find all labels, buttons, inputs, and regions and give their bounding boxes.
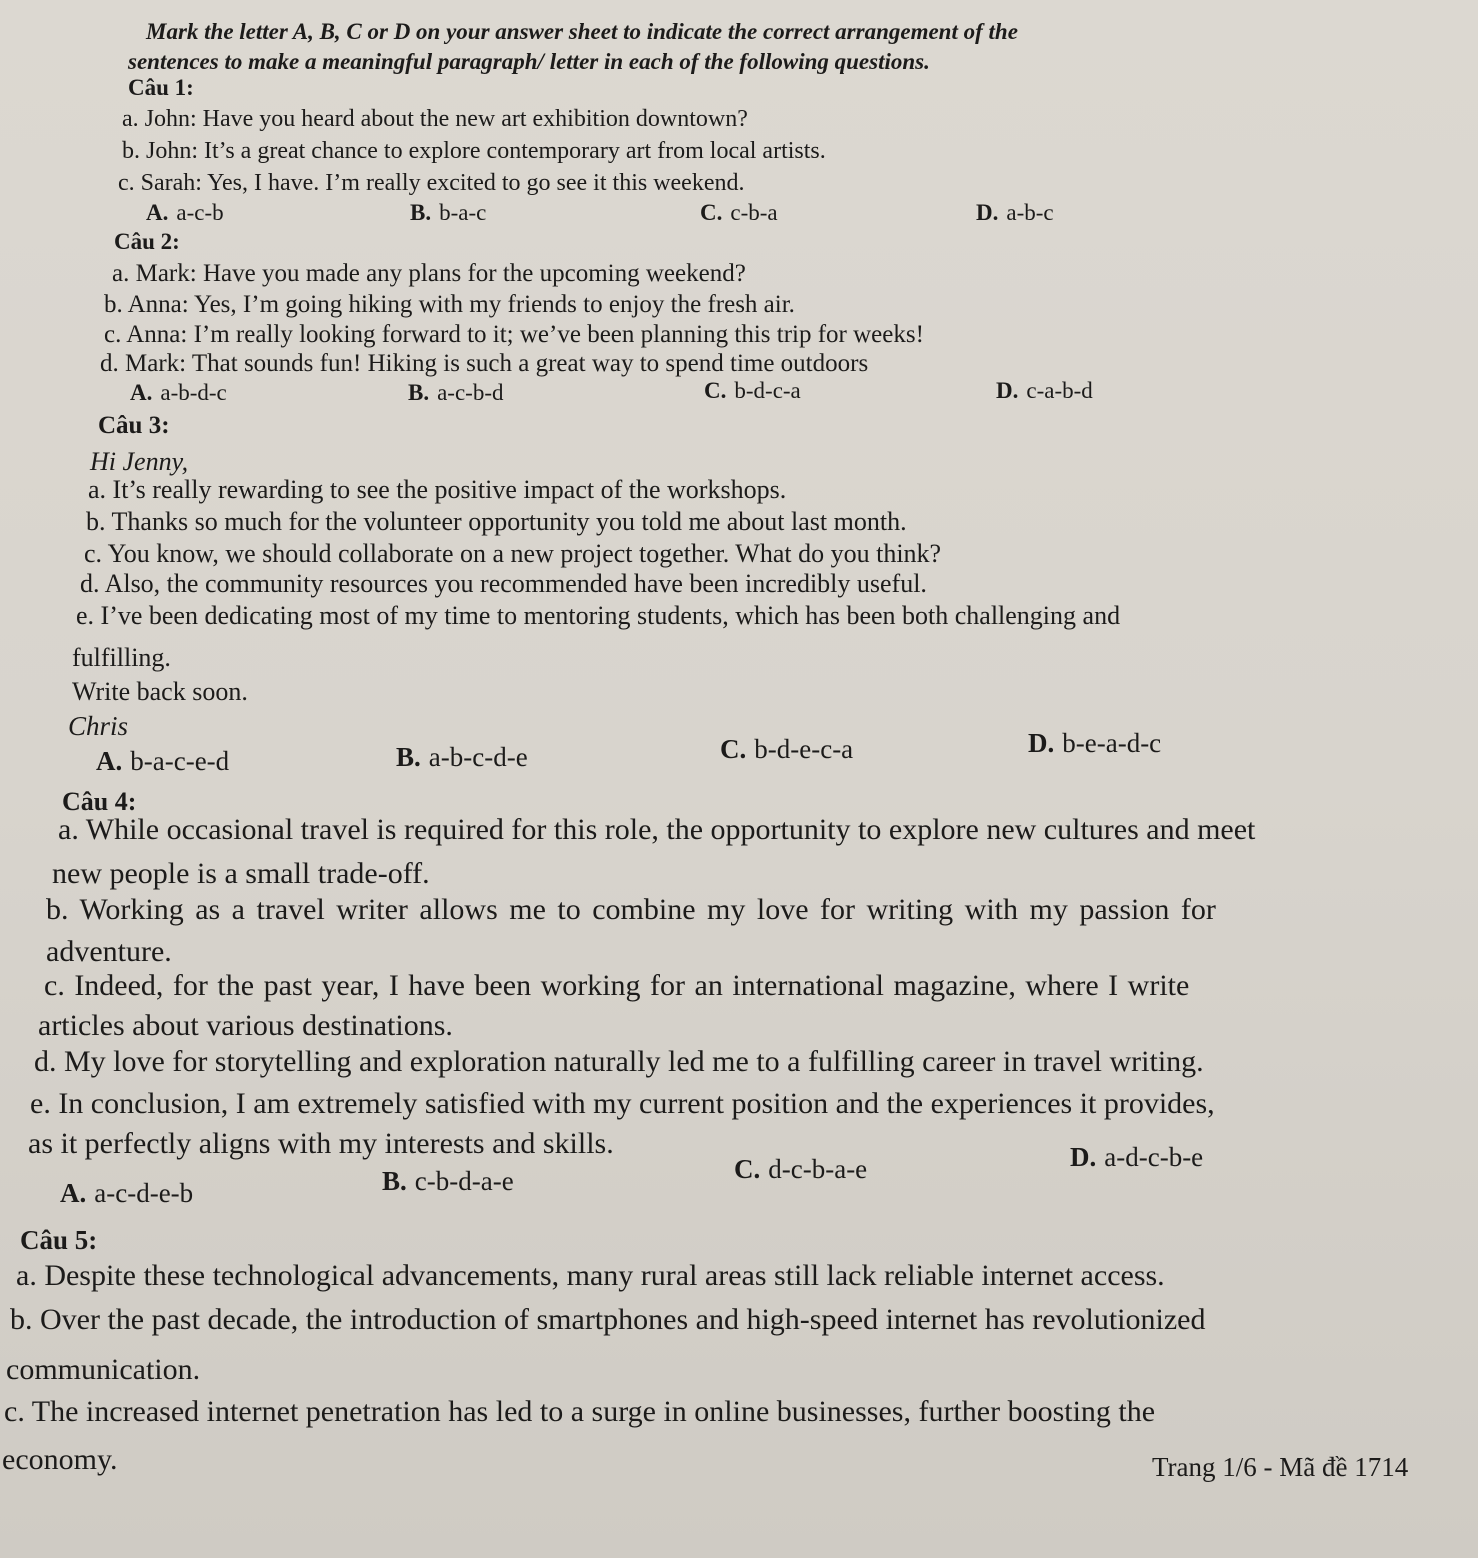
q4-option-d[interactable]: D. a-d-c-b-e <box>1070 1142 1204 1172</box>
q2-option-d[interactable]: D. c-a-b-d <box>996 378 1093 403</box>
q2-sentence-a: a. Mark: Have you made any plans for the upcoming weekend? <box>112 260 746 287</box>
q3-option-b[interactable]: B. a-b-c-d-e <box>396 742 528 772</box>
q3-sentence-e-cont: fulfilling. <box>72 643 171 672</box>
q5-sentence-c-cont: economy. <box>2 1443 118 1476</box>
q3-closing: Write back soon. <box>72 677 248 706</box>
q4-option-c[interactable]: C. d-c-b-a-e <box>734 1154 868 1184</box>
q3-sentence-c: c. You know, we should collaborate on a new project together. What do you think? <box>84 539 942 568</box>
question-3-title: Câu 3: <box>98 412 170 439</box>
question-2-title: Câu 2: <box>114 229 180 254</box>
q4-option-a[interactable]: A. a-c-d-e-b <box>60 1178 194 1208</box>
q1-option-d[interactable]: D. a-b-c <box>976 200 1054 225</box>
instructions-line-1: Mark the letter A, B, C or D on your answer sheet to indicate the correct arrangement of the <box>146 19 1018 44</box>
q5-sentence-a: a. Despite these technological advancements, many rural areas still lack reliable internet access. <box>16 1259 1165 1292</box>
q3-signature: Chris <box>68 711 129 741</box>
q3-sentence-a: a. It’s really rewarding to see the positive impact of the workshops. <box>88 475 787 504</box>
q2-option-c[interactable]: C. b-d-c-a <box>704 378 801 403</box>
q5-sentence-b: b. Over the past decade, the introduction of smartphones and high-speed internet has revolutionized <box>10 1303 1206 1336</box>
q4-sentence-b: b. Working as a travel writer allows me to combine my love for writing with my passion for <box>46 893 1216 926</box>
q1-sentence-b: b. John: It’s a great chance to explore contemporary art from local artists. <box>122 138 826 164</box>
q1-sentence-a: a. John: Have you heard about the new art exhibition downtown? <box>122 106 748 132</box>
q4-option-b[interactable]: B. c-b-d-a-e <box>382 1166 514 1196</box>
instructions-line-2: sentences to make a meaningful paragraph/ letter in each of the following questions. <box>128 49 930 74</box>
q4-sentence-a-cont: new people is a small trade-off. <box>52 857 430 890</box>
q4-sentence-e-cont: as it perfectly aligns with my interests and skills. <box>28 1127 614 1160</box>
q1-option-a[interactable]: A. a-c-b <box>146 200 224 225</box>
q3-sentence-d: d. Also, the community resources you recommended have been incredibly useful. <box>80 569 927 598</box>
q4-sentence-c: c. Indeed, for the past year, I have been working for an international magazine, where I write <box>44 969 1190 1002</box>
q1-sentence-c: c. Sarah: Yes, I have. I’m really excited to go see it this weekend. <box>118 170 745 196</box>
q2-option-b[interactable]: B. a-c-b-d <box>408 380 504 405</box>
q1-option-b[interactable]: B. b-a-c <box>410 200 487 225</box>
q5-sentence-b-cont: communication. <box>6 1353 201 1386</box>
question-4-title: Câu 4: <box>62 787 137 816</box>
q2-sentence-d: d. Mark: That sounds fun! Hiking is such a great way to spend time outdoors <box>100 350 869 377</box>
q4-sentence-a: a. While occasional travel is required for this role, the opportunity to explore new cultures and meet <box>58 813 1256 846</box>
q3-sentence-e: e. I’ve been dedicating most of my time to mentoring students, which has been both challenging and <box>76 601 1121 630</box>
q3-greeting: Hi Jenny, <box>90 447 189 476</box>
q4-sentence-c-cont: articles about various destinations. <box>38 1009 453 1042</box>
question-5-title: Câu 5: <box>20 1225 98 1255</box>
q4-sentence-d: d. My love for storytelling and exploration naturally led me to a fulfilling career in travel writing. <box>34 1045 1204 1078</box>
q3-option-c[interactable]: C. b-d-e-c-a <box>720 734 854 764</box>
q3-option-a[interactable]: A. b-a-c-e-d <box>96 746 230 776</box>
q2-sentence-b: b. Anna: Yes, I’m going hiking with my friends to enjoy the fresh air. <box>104 291 795 318</box>
q2-sentence-c: c. Anna: I’m really looking forward to it; we’ve been planning this trip for weeks! <box>104 321 924 348</box>
q3-sentence-b: b. Thanks so much for the volunteer opportunity you told me about last month. <box>86 507 907 536</box>
q1-option-c[interactable]: C. c-b-a <box>700 200 778 225</box>
q5-sentence-c: c. The increased internet penetration has led to a surge in online businesses, further boosting the <box>4 1395 1156 1428</box>
page-footer: Trang 1/6 - Mã đề 1714 <box>1152 1452 1409 1482</box>
question-1-title: Câu 1: <box>128 75 194 100</box>
q3-option-d[interactable]: D. b-e-a-d-c <box>1028 728 1162 758</box>
q4-sentence-b-cont: adventure. <box>46 935 172 968</box>
q4-sentence-e: e. In conclusion, I am extremely satisfied with my current position and the experiences it provides, <box>30 1087 1215 1120</box>
q2-option-a[interactable]: A. a-b-d-c <box>130 380 227 405</box>
